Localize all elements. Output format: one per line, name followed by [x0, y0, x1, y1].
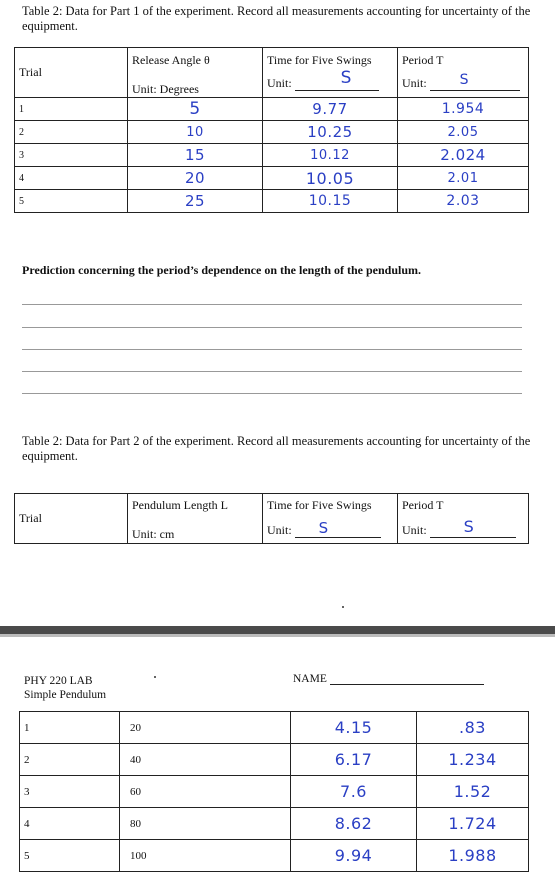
period-header: Period T: [402, 53, 444, 67]
answer-line[interactable]: [22, 393, 522, 394]
period-cell: 2.024: [398, 144, 529, 167]
page-separator-shadow: [0, 634, 555, 637]
trial-cell: 3: [15, 144, 128, 167]
table-row: [20, 808, 529, 840]
angle-cell: 10: [128, 121, 263, 144]
name-field[interactable]: [330, 673, 484, 685]
period-cell: 1.724: [417, 808, 529, 840]
period-header: Period T: [402, 498, 444, 512]
part2-data-table: [19, 711, 529, 872]
time-cell: 9.77: [263, 98, 398, 121]
time-cell: 7.6: [291, 776, 417, 808]
table-row: [20, 840, 529, 872]
period-cell: 2.03: [398, 190, 529, 213]
angle-unit: Unit: Degrees: [132, 82, 199, 96]
table-row: [20, 712, 529, 744]
speck-dot: [154, 676, 156, 678]
time-header: Time for Five Swings: [267, 53, 372, 67]
time-cell: 4.15: [291, 712, 417, 744]
answer-line[interactable]: [22, 349, 522, 350]
time-unit-label: Unit:: [267, 523, 292, 537]
time-cell: 6.17: [291, 744, 417, 776]
prediction-prompt: Prediction concerning the period’s dependence on the length of the pendulum.: [22, 263, 422, 277]
length-cell: 60: [120, 776, 291, 808]
answer-line[interactable]: [22, 371, 522, 372]
table-row: [15, 144, 529, 167]
table-row: [20, 744, 529, 776]
trial-cell: 1: [20, 712, 120, 744]
trial-cell: 2: [20, 744, 120, 776]
period-cell: 2.01: [398, 167, 529, 190]
period-unit-label: Unit:: [402, 523, 427, 537]
speck-dot: [342, 606, 344, 608]
table-row: [20, 776, 529, 808]
time-unit-label: Unit:: [267, 76, 292, 90]
table-row: [15, 121, 529, 144]
time-header: Time for Five Swings: [267, 498, 372, 512]
period-unit-value: S: [463, 517, 475, 536]
time-cell: 9.94: [291, 840, 417, 872]
time-cell: 8.62: [291, 808, 417, 840]
angle-cell: 25: [128, 190, 263, 213]
part1-table: [14, 47, 529, 213]
period-unit-label: Unit:: [402, 76, 427, 90]
part1-caption: Table 2: Data for Part 1 of the experiment. Record all measurements accounting for uncertainty of the equipment.: [22, 4, 531, 33]
trial-cell: 1: [15, 98, 128, 121]
angle-cell: 15: [128, 144, 263, 167]
period-cell: .83: [417, 712, 529, 744]
length-unit: Unit: cm: [132, 527, 175, 541]
period-unit-value: S: [459, 72, 470, 88]
period-cell: 1.988: [417, 840, 529, 872]
length-cell: 40: [120, 744, 291, 776]
course-title: PHY 220 LAB: [24, 675, 93, 687]
name-label: NAME: [293, 673, 327, 685]
time-cell: 10.25: [263, 121, 398, 144]
table-row: [15, 167, 529, 190]
period-cell: 1.234: [417, 744, 529, 776]
time-unit-value: S: [340, 68, 352, 88]
length-header: Pendulum Length L: [132, 498, 228, 512]
trial-cell: 5: [15, 190, 128, 213]
period-cell: 2.05: [398, 121, 529, 144]
part2-table: [14, 493, 529, 544]
page-separator: [0, 626, 555, 634]
length-cell: 100: [120, 840, 291, 872]
period-cell: 1.954: [398, 98, 529, 121]
angle-header: Release Angle θ: [132, 53, 210, 67]
time-unit-value: S: [318, 519, 329, 537]
angle-cell: 5: [128, 98, 263, 121]
course-subtitle: Simple Pendulum: [24, 689, 107, 701]
time-cell: 10.15: [263, 190, 398, 213]
trial-cell: 2: [15, 121, 128, 144]
answer-line[interactable]: [22, 327, 522, 328]
length-cell: 20: [120, 712, 291, 744]
trial-header: Trial: [15, 48, 128, 98]
angle-cell: 20: [128, 167, 263, 190]
trial-cell: 4: [20, 808, 120, 840]
trial-cell: 4: [15, 167, 128, 190]
time-cell: 10.12: [263, 144, 398, 167]
trial-cell: 3: [20, 776, 120, 808]
trial-cell: 5: [20, 840, 120, 872]
part2-caption: Table 2: Data for Part 2 of the experiment. Record all measurements accounting for uncertainty of the equipment.: [22, 434, 531, 463]
table-row: [15, 98, 529, 121]
time-cell: 10.05: [263, 167, 398, 190]
table-row: [15, 190, 529, 213]
period-cell: 1.52: [417, 776, 529, 808]
answer-line[interactable]: [22, 304, 522, 305]
length-cell: 80: [120, 808, 291, 840]
trial-header: Trial: [15, 494, 128, 544]
